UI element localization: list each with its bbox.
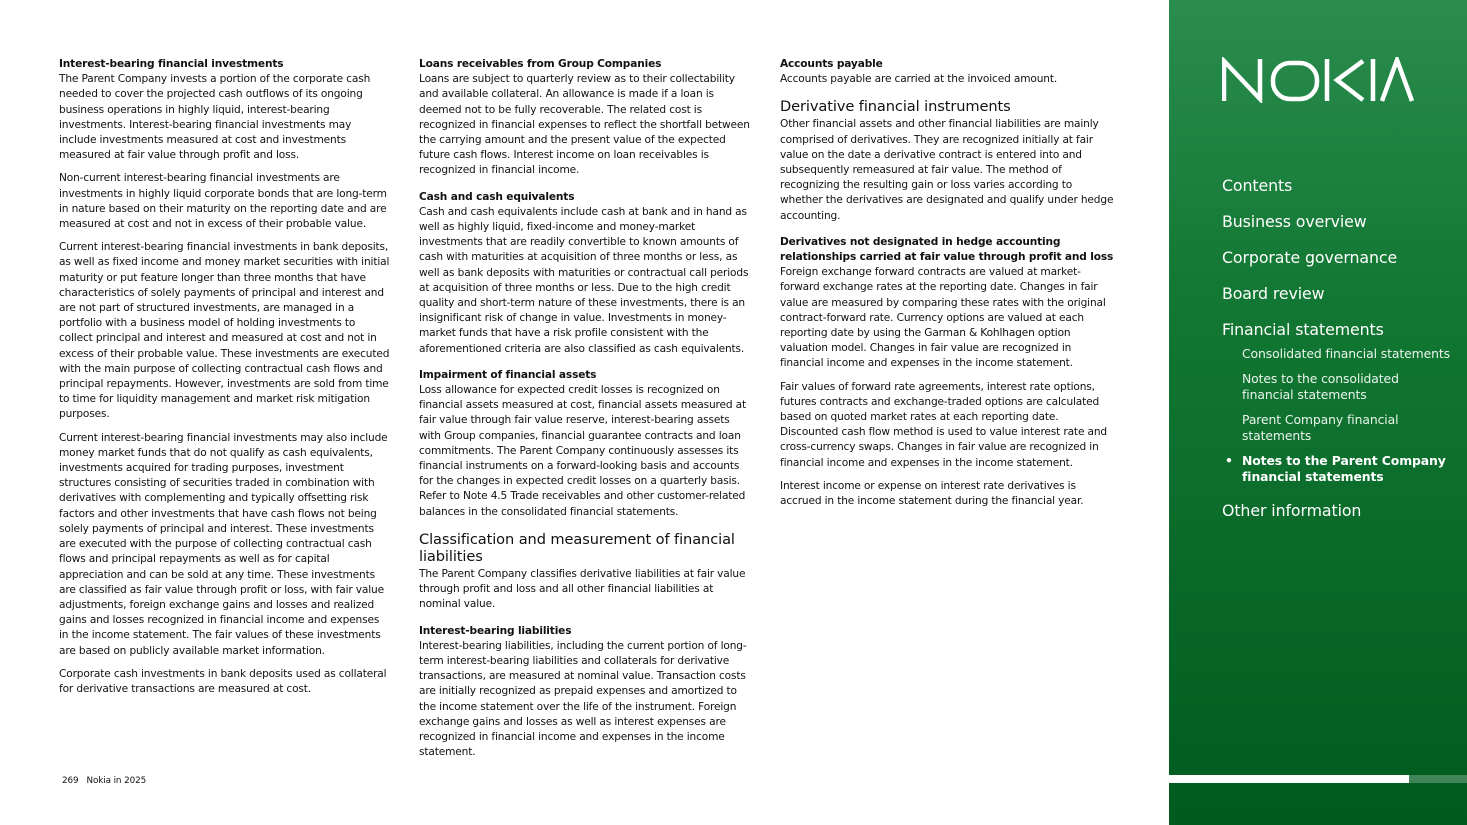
- paragraph: Loss allowance for expected credit losses is recognized on financial assets measured at cost, financial assets measured at fair value through fair value reserve, interest-bearing assets with Group companies, financial guarantee contracts and loan commitments. The Parent Company continuously assesses its financial instruments on a forward-looking basis and accounts for the changes in expected credit losses on a quarterly basis. Refer to Note 4.5 Trade receivables and other customer-related balances in the consolidated financial statements.: [419, 384, 747, 518]
- page-number: 269: [62, 776, 79, 786]
- paragraph: Current interest-bearing financial investments in bank deposits, as well as fixed income and money market securities with initial maturity or put feature longer than three months that have characteristics of solely payments of principal and interest and are not part of structured investments, are managed in a portfolio with a business model of holding investments to collect principal and interest and measured at cost and not in excess of their probable value. These investments are executed with the main purpose of collecting contractual cash flows and principal repayments. However, investments are sold from time to time for liquidity management and market risk mitigation purposes.: [59, 241, 390, 421]
- section-heading: Derivatives not designated in hedge accounting relationships carried at fair value through profit and loss: [780, 235, 1114, 264]
- nav-board-review[interactable]: Board review: [1222, 284, 1325, 303]
- section-cash-equivalents: [419, 190, 753, 357]
- section-heading: Accounts payable: [780, 58, 883, 70]
- table-of-contents: [1222, 176, 1452, 537]
- section-interest-bearing-investments: [59, 57, 391, 697]
- paragraph: Other financial assets and other financial liabilities are mainly comprised of derivatives. They are recognized initially at fair value on the date a derivative contract is entered into and subsequently remeasured at fair value. The method of recognizing the resulting gain or loss varies according to whether the derivatives are designated and qualify under hedge accounting.: [780, 118, 1114, 222]
- nav-notes-parent-company-active[interactable]: • Notes to the Parent Company financial statements: [1242, 453, 1452, 486]
- section-classification-liabilities: [419, 531, 753, 613]
- section-heading: Loans receivables from Group Companies: [419, 58, 662, 70]
- section-impairment: [419, 368, 753, 520]
- text-column-3: [780, 57, 1114, 520]
- paragraph: Interest income or expense on interest rate derivatives is accrued in the income statement during the financial year.: [780, 479, 1084, 508]
- paragraph: Non-current interest-bearing financial investments are investments in highly liquid corporate bonds that are long-term in nature based on their maturity on the reporting date and are measured at cost and not in excess of their probable value.: [59, 172, 387, 231]
- section-heading: Interest-bearing financial investments: [59, 58, 284, 70]
- nav-parent-company-financial-statements[interactable]: Parent Company financial statements: [1242, 411, 1399, 443]
- nav-other-information[interactable]: Other information: [1222, 500, 1362, 520]
- main-heading: Classification and measurement of financial liabilities: [419, 530, 735, 565]
- paragraph: Accounts payable are carried at the invoiced amount.: [780, 73, 1058, 86]
- section-derivatives-not-designated: [780, 235, 1114, 509]
- section-derivative-instruments: [780, 98, 1114, 223]
- page-footer: [62, 776, 146, 786]
- paragraph: Loans are subject to quarterly review as to their collectability and available collateral. An allowance is made if a loan is deemed not to be fully recoverable. The related cost is recognized in financial expenses to reflect the shortfall between the carrying amount and the present value of the expected future cash flows. Interest income on loan receivables is recognized in financial income.: [419, 73, 750, 177]
- paragraph: Foreign exchange forward contracts are valued at market-forward exchange rates at the reporting date. Changes in fair value are measured by comparing these rates with the original contract-forward rate. Currency options are valued at each reporting date by using the Garman & Kohlhagen option valuation model. Changes in fair value are recognized in financial income and expenses in the income statement.: [780, 266, 1106, 370]
- section-heading: Cash and cash equivalents: [419, 190, 575, 203]
- paragraph: Corporate cash investments in bank deposits used as collateral for derivative transactions are measured at cost.: [59, 667, 387, 695]
- nav-corporate-governance[interactable]: Corporate governance: [1222, 248, 1398, 267]
- financial-statements-submenu: [1242, 346, 1452, 486]
- text-column-1: [59, 57, 391, 708]
- main-heading: Derivative financial instruments: [780, 98, 1011, 116]
- section-heading: Impairment of financial assets: [419, 368, 597, 381]
- section-interest-bearing-liabilities: [419, 624, 753, 761]
- nav-business-overview[interactable]: Business overview: [1222, 212, 1367, 231]
- nav-consolidated-financial-statements[interactable]: Consolidated financial statements: [1242, 346, 1451, 361]
- nav-notes-consolidated[interactable]: Notes to the consolidated financial statements: [1242, 370, 1399, 402]
- section-accounts-payable: [780, 57, 1114, 87]
- paragraph: Fair values of forward rate agreements, interest rate options, futures contracts and exchange-traded options are calculated based on quoted market rates at each reporting date. Discounted cash flow method is used to value interest rate and cross-currency swaps. Changes in fair value are recognized in financial income and expenses in the income statement.: [780, 380, 1108, 469]
- publication-name: Nokia in 2025: [86, 776, 147, 786]
- nav-financial-statements[interactable]: Financial statements: [1222, 320, 1384, 339]
- text-column-2: [419, 57, 753, 771]
- paragraph: Interest-bearing liabilities, including the current portion of long-term interest-bearing liabilities and collaterals for derivative transactions, are measured at nominal value. Transaction costs are initially recognized as prepaid expenses and amortized to the income statement over the life of the instrument. Foreign exchange gains and losses as well as interest expenses are recognized in financial income and expenses in the income statement.: [419, 639, 747, 759]
- section-heading: Interest-bearing liabilities: [419, 624, 572, 637]
- progress-bar-track: [1407, 775, 1467, 783]
- progress-bar-filled: [1169, 775, 1409, 783]
- nokia-logo[interactable]: [1222, 57, 1414, 103]
- paragraph: The Parent Company invests a portion of the corporate cash needed to cover the projected cash outflows of its ongoing business operations in highly liquid, interest-bearing investments. Interest-bearing financial investments may include investments measured at cost and investments measured at fair value through profit and loss.: [59, 73, 371, 162]
- nav-contents[interactable]: Contents: [1222, 176, 1293, 195]
- navigation-sidebar: [1169, 0, 1467, 825]
- paragraph: Current interest-bearing financial investments may also include money market funds that do not qualify as cash equivalents, investments acquired for trading purposes, investment structures consisting of securities traded in combination with derivatives with complementing and typically offsetting risk factors and other investments that have cash flows not being solely payments of principal and interest. These investments are executed with the purpose of collecting contractual cash flows and principal repayments as well as for capital appreciation and can be sold at any time. These investments are classified as fair value through profit or loss, with fair value adjustments, foreign exchange gains and losses and realized gains and losses recognized in financial income and expenses in the income statement. The fair values of these investments are based on publicly available market information.: [59, 431, 388, 657]
- paragraph: The Parent Company classifies derivative liabilities at fair value through profit and loss and all other financial liabilities at nominal value.: [419, 567, 746, 611]
- paragraph: Cash and cash equivalents include cash at bank and in hand as well as highly liquid, fixed-income and money-market investments that are readily convertible to known amounts of cash with maturities at acquisition of three months or less, as well as bank deposits with maturities or contractual call periods at acquisition of three months or less. Due to the high credit quality and short-term nature of these investments, there is an insignificant risk of change in value. Investments in money-market funds that have a risk profile consistent with the aforementioned criteria are also classified as cash equivalents.: [419, 205, 749, 355]
- section-loans-receivables: [419, 57, 753, 179]
